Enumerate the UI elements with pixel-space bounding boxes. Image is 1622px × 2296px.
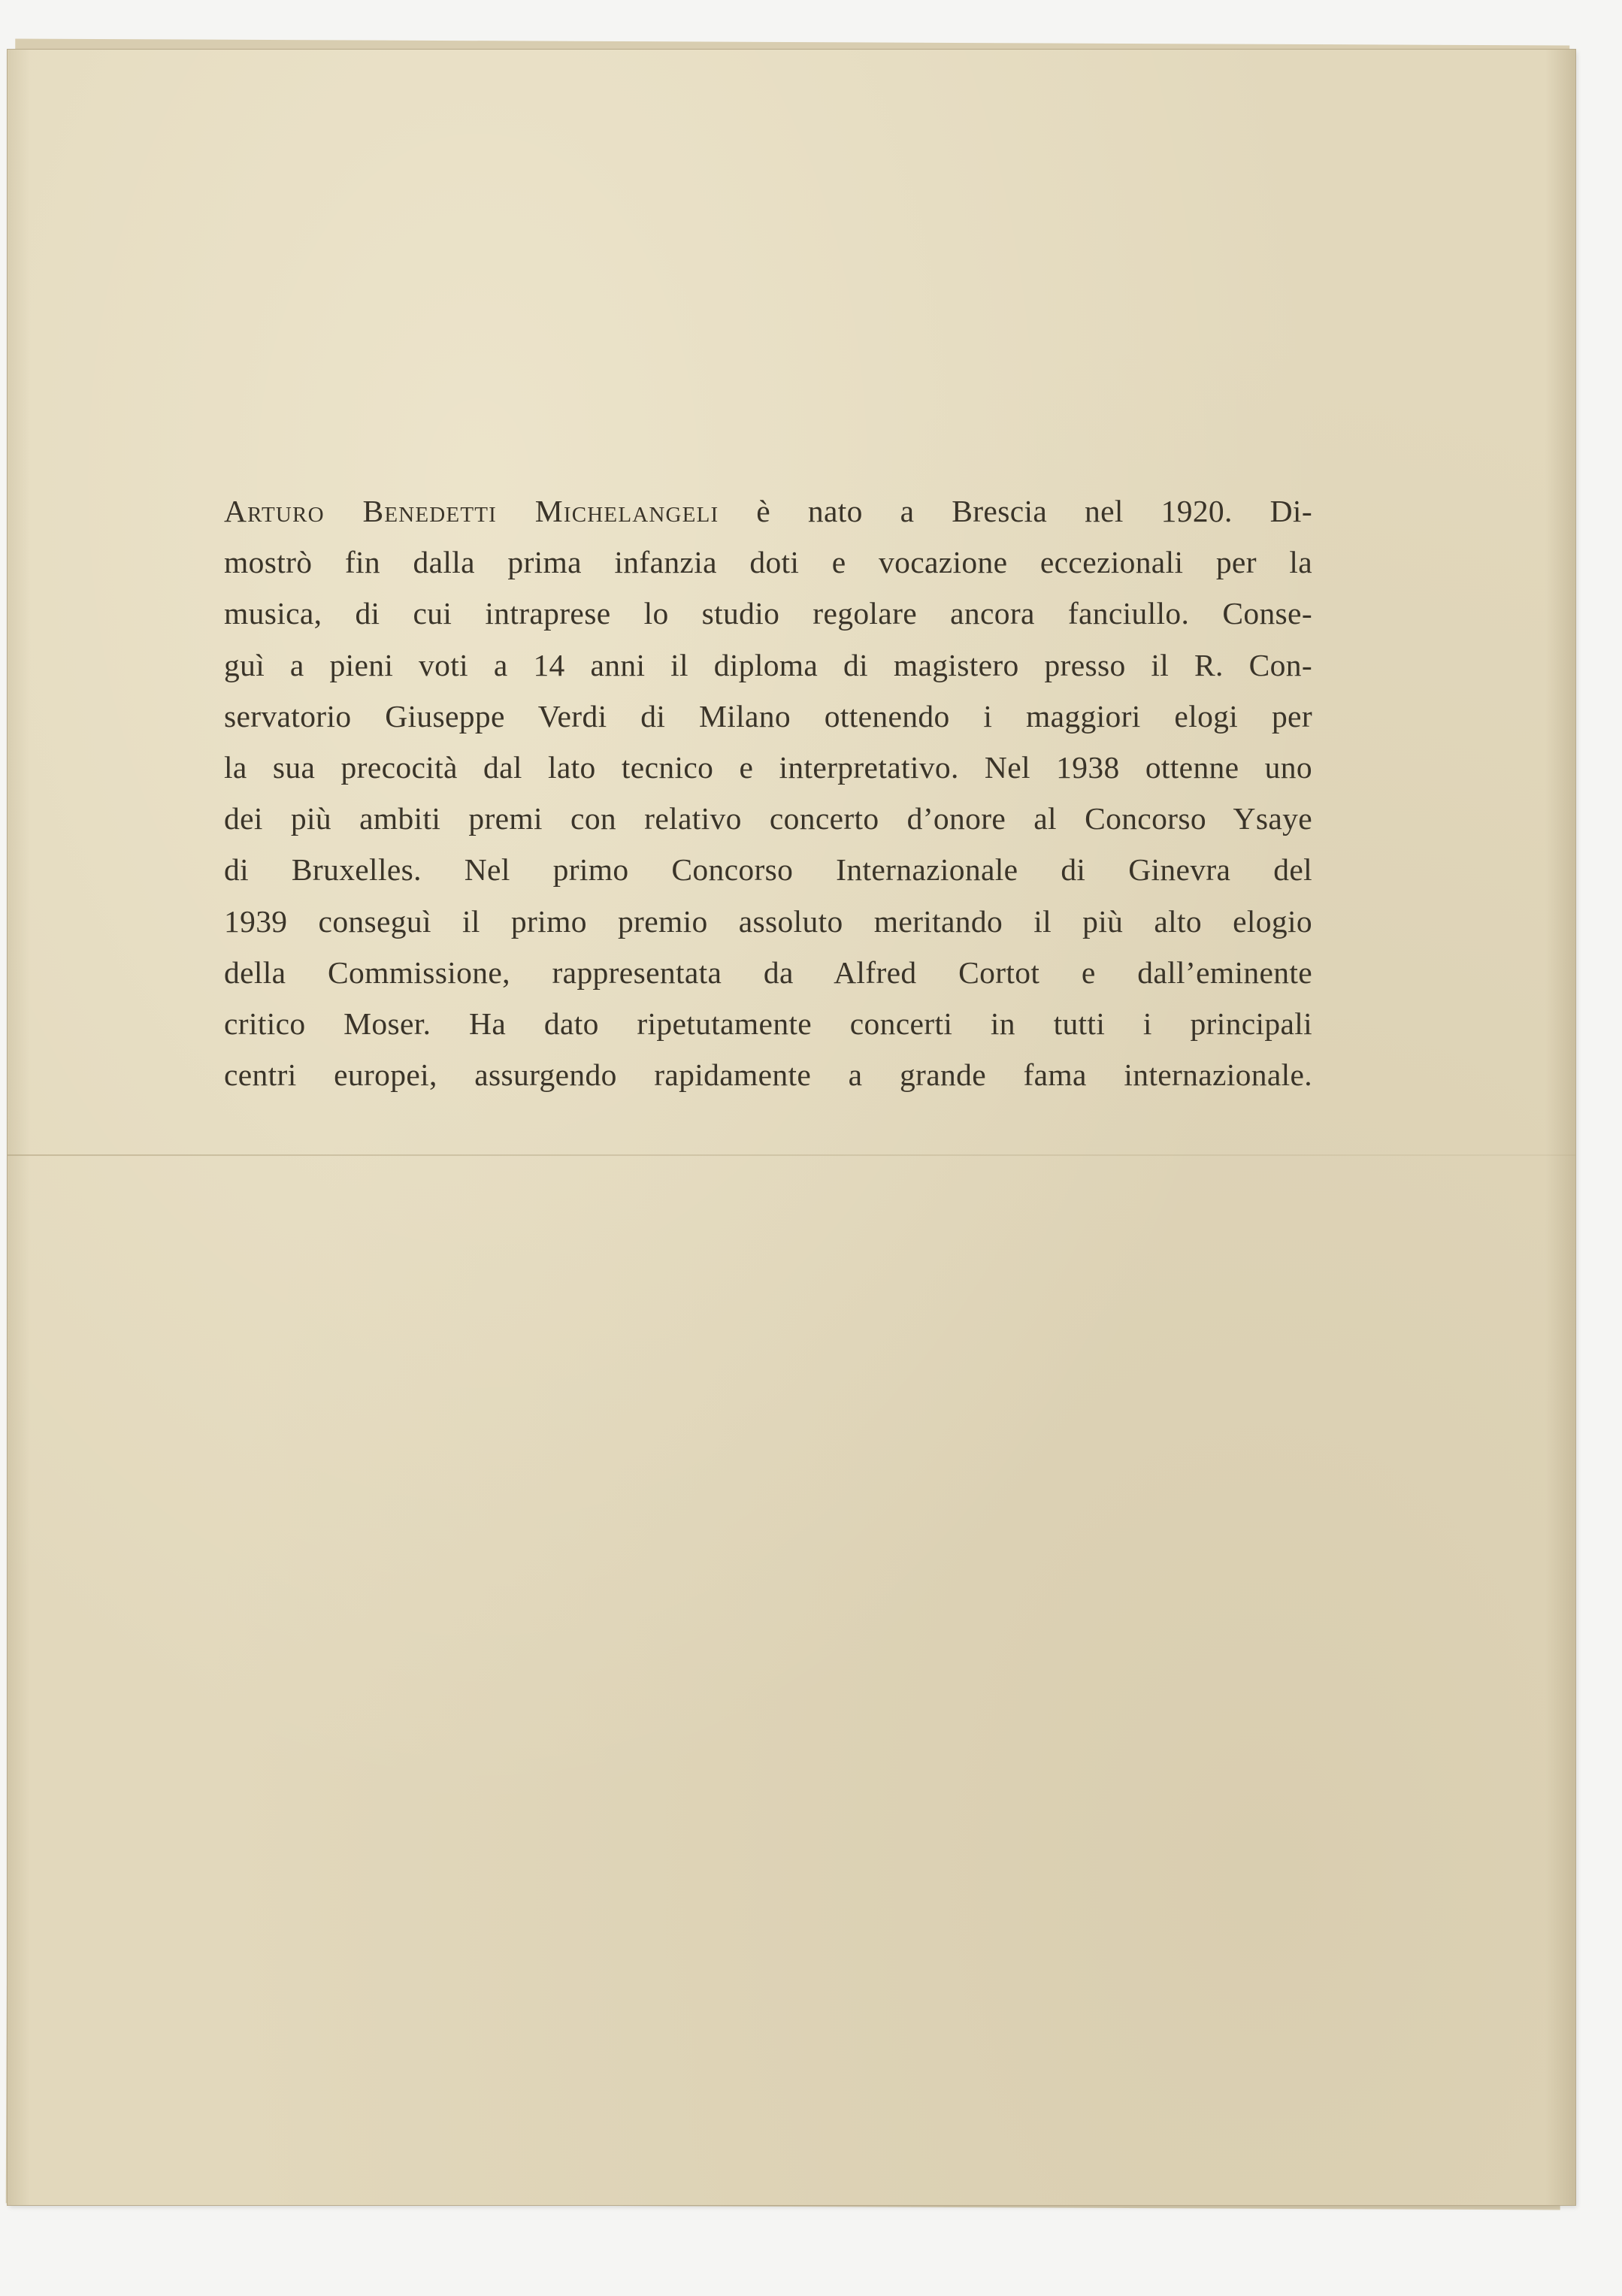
line-1-text: è nato a Brescia nel 1920. Di- bbox=[719, 494, 1312, 528]
paragraph-line-5: servatorio Giuseppe Verdi di Milano ottenendo i maggiori elogi per bbox=[224, 698, 1312, 734]
paragraph-line-9: 1939 conseguì il primo premio assoluto meritando il più alto elogio bbox=[224, 903, 1312, 939]
paragraph-line-11: critico Moser. Ha dato ripetutamente concerti in tutti i principali bbox=[224, 1006, 1312, 1042]
document-page bbox=[8, 50, 1575, 2205]
paragraph-line-3: musica, di cui intraprese lo studio regolare ancora fanciullo. Conse- bbox=[224, 596, 1312, 631]
paragraph-line-6: la sua precocità dal lato tecnico e interpretativo. Nel 1938 ottenne uno bbox=[224, 750, 1312, 785]
artist-name: Arturo Benedetti Michelangeli bbox=[224, 494, 719, 528]
paragraph-line-12: centri europei, assurgendo rapidamente a grande fama internazionale. bbox=[224, 1057, 1312, 1093]
paragraph-line-2: mostrò fin dalla prima infanzia doti e vocazione eccezionali per la bbox=[224, 545, 1312, 580]
fold-line bbox=[8, 1154, 1575, 1156]
paragraph-line-8: di Bruxelles. Nel primo Concorso Internazionale di Ginevra del bbox=[224, 852, 1312, 888]
paragraph-line-7: dei più ambiti premi con relativo concerto d’onore al Concorso Ysaye bbox=[224, 801, 1312, 836]
biography-paragraph bbox=[224, 486, 1312, 1100]
paragraph-line-1 bbox=[224, 486, 1312, 537]
paragraph-line-4: guì a pieni voti a 14 anni il diploma di magistero presso il R. Con- bbox=[224, 647, 1312, 682]
paragraph-line-10: della Commissione, rappresentata da Alfred Cortot e dall’eminente bbox=[224, 954, 1312, 990]
